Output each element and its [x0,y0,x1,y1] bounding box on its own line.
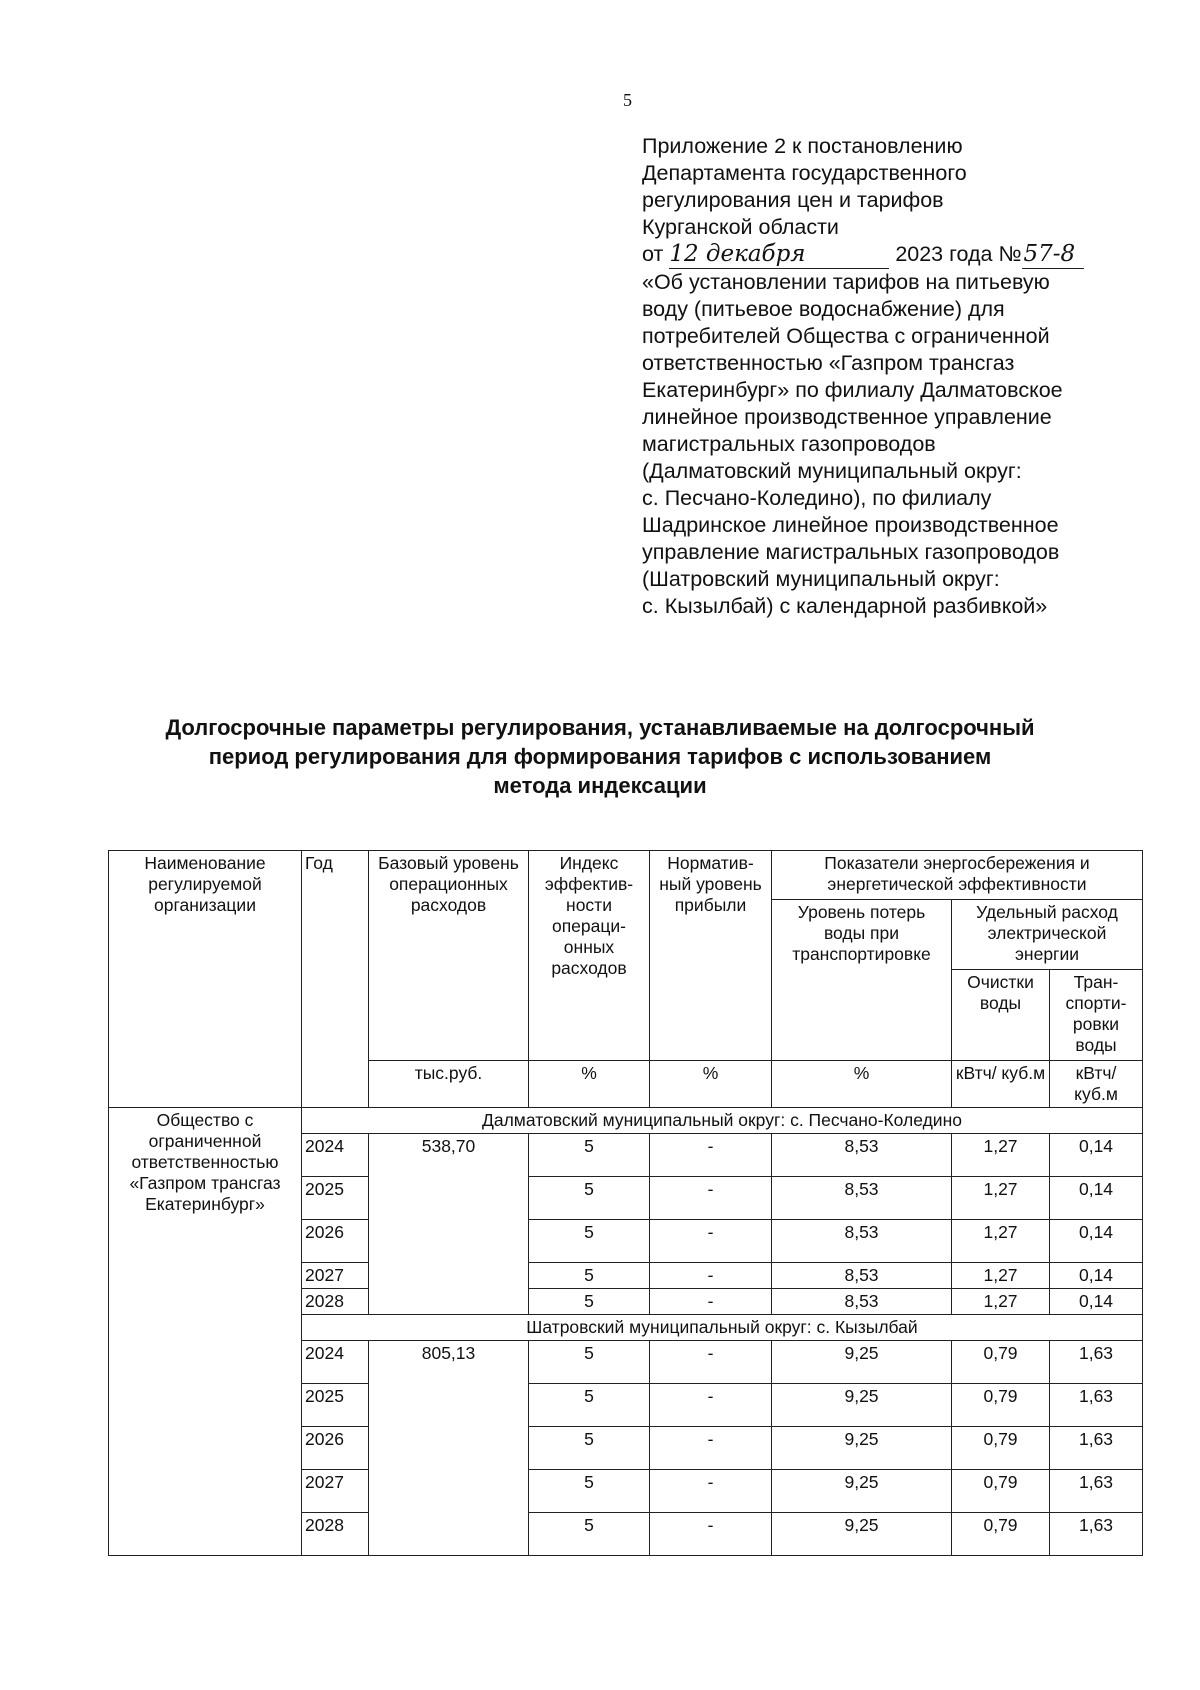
cell-norm-profit: - [650,1220,772,1263]
header-energy-group: Показатели энергосбережения и энергетической эффективности [772,851,1143,900]
cell-cleaning: 1,27 [952,1134,1050,1177]
handwritten-number: 57-8 [1022,241,1084,269]
cell-transport: 0,14 [1050,1263,1143,1289]
cell-year: 2026 [302,1427,369,1470]
cell-base: 538,70 [369,1134,529,1315]
appendix-line: Екатеринбург» по филиалу Далматовское [642,378,1063,402]
appendix-line: управление магистральных газопроводов [642,540,1060,564]
cell-loss: 9,25 [772,1384,952,1427]
appendix-header [642,133,1142,620]
date-prefix: от [642,242,664,266]
cell-norm-profit: - [650,1470,772,1513]
title-line: период регулирования для формирования тарифов с использованием [208,744,992,769]
page-number: 5 [623,90,632,110]
cell-transport: 0,14 [1050,1177,1143,1220]
appendix-line: Шадринское линейное производственное [642,513,1059,537]
appendix-line: (Шатровский муниципальный округ: [642,567,1000,591]
header-electric-group: Удельный расход электрической энергии [952,900,1143,970]
cell-loss: 8,53 [772,1134,952,1177]
cell-transport: 0,14 [1050,1289,1143,1315]
cell-transport: 1,63 [1050,1470,1143,1513]
unit-index: % [529,1061,650,1108]
header-year: Год [302,851,369,1108]
appendix-line: потребителей Общества с ограниченной [642,324,1050,348]
cell-loss: 9,25 [772,1470,952,1513]
appendix-date-line [642,241,1142,269]
title-line: Долгосрочные параметры регулирования, устанавливаемые на долгосрочный [165,715,1035,740]
cell-cleaning: 0,79 [952,1384,1050,1427]
cell-norm-profit: - [650,1134,772,1177]
title-line: метода индексации [493,773,707,798]
appendix-line: регулирования цен и тарифов [642,188,944,212]
appendix-line: воду (питьевое водоснабжение) для [642,297,1005,321]
cell-index: 5 [529,1177,650,1220]
appendix-line: Приложение 2 к постановлению [642,134,963,158]
cell-index: 5 [529,1513,650,1556]
section-row [109,1108,1143,1134]
cell-transport: 1,63 [1050,1513,1143,1556]
cell-index: 5 [529,1263,650,1289]
cell-cleaning: 1,27 [952,1220,1050,1263]
unit-loss: % [772,1061,952,1108]
appendix-line: Курганской области [642,215,839,239]
cell-index: 5 [529,1470,650,1513]
unit-transport: кВтч/ куб.м [1050,1061,1143,1108]
appendix-line: Департамента государственного [642,161,967,185]
cell-cleaning: 0,79 [952,1427,1050,1470]
appendix-line: с. Песчано-Коледино), по филиалу [642,486,992,510]
handwritten-date: 12 декабря [669,241,889,269]
appendix-line: «Об установлении тарифов на питьевую [642,270,1050,294]
cell-cleaning: 1,27 [952,1177,1050,1220]
unit-norm-profit: % [650,1061,772,1108]
cell-norm-profit: - [650,1384,772,1427]
cell-norm-profit: - [650,1289,772,1315]
header-base: Базовый уровень операционных расходов [369,851,529,1061]
cell-transport: 0,14 [1050,1134,1143,1177]
cell-loss: 8,53 [772,1220,952,1263]
cell-loss: 9,25 [772,1341,952,1384]
unit-cleaning: кВтч/ куб.м [952,1061,1050,1108]
cell-transport: 1,63 [1050,1384,1143,1427]
cell-norm-profit: - [650,1263,772,1289]
cell-index: 5 [529,1289,650,1315]
cell-index: 5 [529,1220,650,1263]
cell-year: 2027 [302,1470,369,1513]
appendix-line: с. Кызылбай) с календарной разбивкой» [642,594,1048,618]
cell-cleaning: 0,79 [952,1470,1050,1513]
year-text: 2023 года № [895,242,1022,266]
regulation-parameters-table [108,850,1143,1556]
cell-year: 2024 [302,1134,369,1177]
cell-transport: 0,14 [1050,1220,1143,1263]
cell-base: 805,13 [369,1341,529,1556]
cell-year: 2028 [302,1289,369,1315]
cell-norm-profit: - [650,1513,772,1556]
cell-year: 2024 [302,1341,369,1384]
cell-year: 2028 [302,1513,369,1556]
unit-base: тыс.руб. [369,1061,529,1108]
header-transport: Тран-спорти-ровки воды [1050,970,1143,1061]
header-loss: Уровень потерь воды при транспортировке [772,900,952,1061]
cell-cleaning: 0,79 [952,1513,1050,1556]
cell-year: 2027 [302,1263,369,1289]
header-cleaning: Очистки воды [952,970,1050,1061]
cell-norm-profit: - [650,1177,772,1220]
cell-index: 5 [529,1427,650,1470]
header-norm-profit: Норматив-ный уровень прибыли [650,851,772,1061]
appendix-line: линейное производственное управление [642,405,1052,429]
organization-name: Общество с ограниченной ответственностью «Газпром трансгаз Екатеринбург» [109,1108,302,1556]
cell-year: 2025 [302,1384,369,1427]
cell-loss: 9,25 [772,1427,952,1470]
cell-transport: 1,63 [1050,1341,1143,1384]
cell-cleaning: 0,79 [952,1341,1050,1384]
cell-loss: 8,53 [772,1289,952,1315]
header-org: Наименование регулируемой организации [109,851,302,1108]
cell-cleaning: 1,27 [952,1289,1050,1315]
appendix-line: магистральных газопроводов [642,432,936,456]
cell-loss: 9,25 [772,1513,952,1556]
cell-loss: 8,53 [772,1263,952,1289]
appendix-line: (Далматовский муниципальный округ: [642,459,1022,483]
cell-loss: 8,53 [772,1177,952,1220]
section-name: Шатровский муниципальный округ: с. Кызылбай [302,1315,1143,1341]
header-row [109,851,1143,900]
cell-norm-profit: - [650,1341,772,1384]
section-name: Далматовский муниципальный округ: с. Песчано-Коледино [302,1108,1143,1134]
cell-cleaning: 1,27 [952,1263,1050,1289]
cell-index: 5 [529,1384,650,1427]
cell-transport: 1,63 [1050,1427,1143,1470]
appendix-line: ответственностью «Газпром трансгаз [642,351,1015,375]
document-title [120,713,1080,800]
cell-year: 2026 [302,1220,369,1263]
cell-index: 5 [529,1341,650,1384]
cell-year: 2025 [302,1177,369,1220]
cell-norm-profit: - [650,1427,772,1470]
cell-index: 5 [529,1134,650,1177]
header-index: Индекс эффектив-ности операци-онных расходов [529,851,650,1061]
